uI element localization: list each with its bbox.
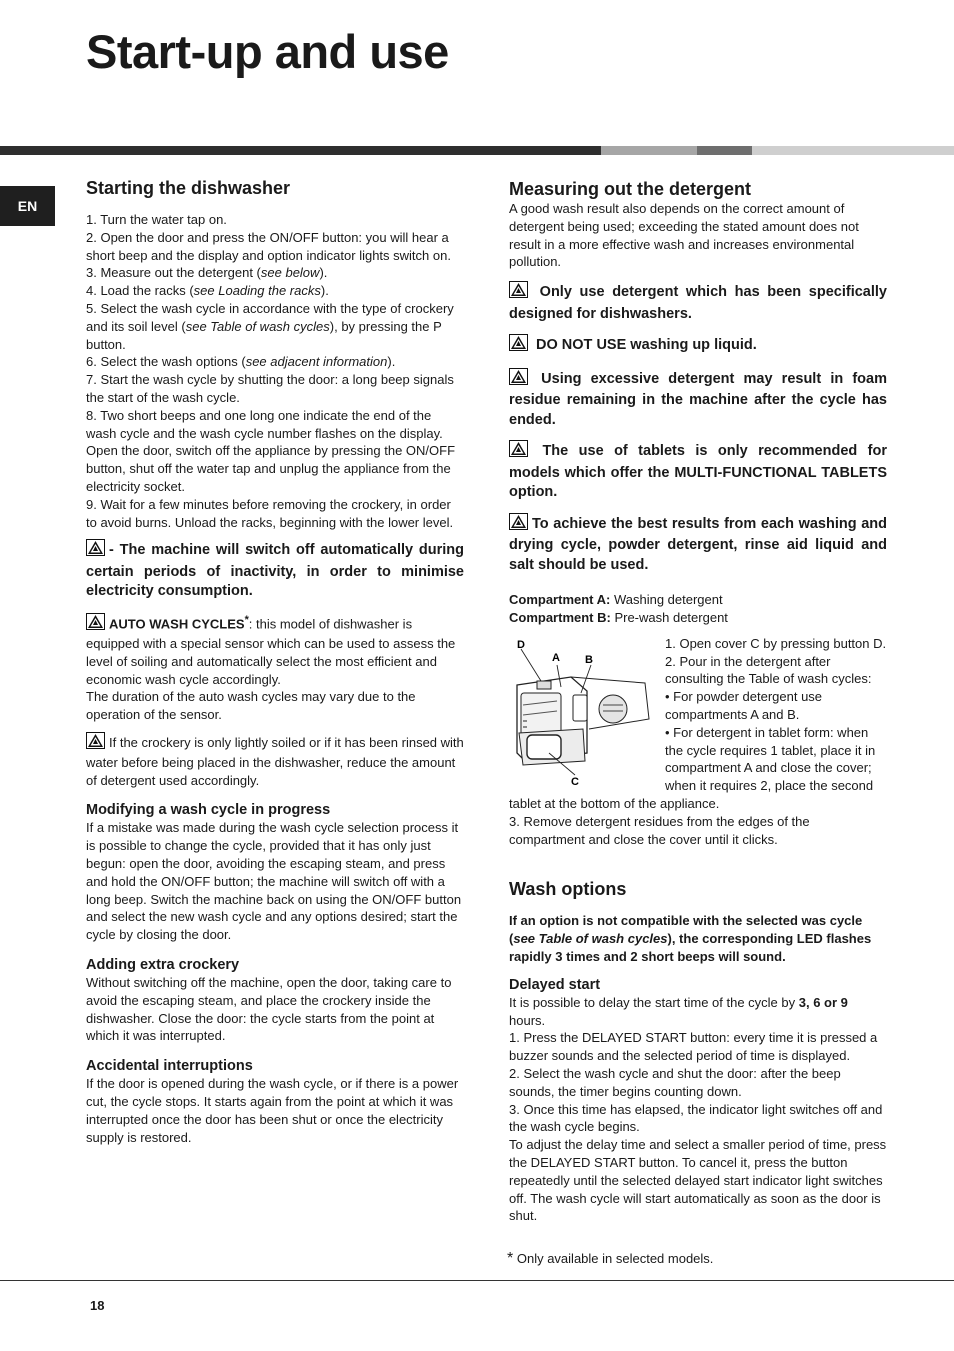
auto-wash-paragraph: AUTO WASH CYCLES*: this model of dishwasher is equipped with a special sensor which can be used to assess the level of soiling and automatically select the most efficient and economic wash cycle accordingly. <box>86 613 456 687</box>
detergent-warning-1: Only use detergent which has been specifically designed for dishwashers. <box>509 281 887 324</box>
warning-icon <box>86 539 105 563</box>
modify-text: If a mistake was made during the wash cycle selection process it is possible to change the cycle, provided that it has only just begun: open the door, avoiding the escaping steam, and press and hold the ON/OFF button; the machine will switch off with a long beep. Switch the machine back on using the ON/OFF button and select the new wash cycle and any options desired; start the cycle by closing the door. <box>86 820 462 943</box>
language-tab: EN <box>0 186 55 226</box>
delayed-step-2: 2. Select the wash cycle and shut the door: after the beep sounds, the timer begins counting down. <box>509 1065 841 1099</box>
page-title: Start-up and use <box>86 25 449 78</box>
step-4: 4. Load the racks (see Loading the racks). <box>86 283 329 299</box>
warning-icon <box>509 513 528 537</box>
extra-crockery-text: Without switching off the machine, open the door, taking care to avoid the escaping steam, and place the crockery inside the dishwasher. Close the door: the cycle starts from the point at which it was interrupted. <box>86 974 452 1044</box>
label-c: C <box>571 775 579 787</box>
header-bar-dark <box>0 146 601 155</box>
right-column <box>509 178 887 1225</box>
diag-step-2: 2. Pour in the detergent after consulting the Table of wash cycles: <box>665 653 872 687</box>
step-5: 5. Select the wash cycle in accordance with the type of crockery and its soil level (see Table of wash cycles), by pressing the P button. <box>86 300 454 352</box>
warning-icon <box>509 281 528 305</box>
header-bar-mid <box>601 146 697 155</box>
warning-icon <box>509 440 528 464</box>
page-number: 18 <box>90 1298 105 1313</box>
detergent-dispenser-diagram <box>509 635 657 787</box>
warning-icon <box>86 732 105 754</box>
starting-steps <box>86 211 464 531</box>
label-a: A <box>552 651 560 664</box>
detergent-warning-2: DO NOT USE washing up liquid. <box>509 334 887 358</box>
accidental-heading: Accidental interruptions <box>86 1058 253 1075</box>
detergent-heading: Measuring out the detergent <box>509 179 752 199</box>
detergent-warning-5: To achieve the best results from each washing and drying cycle, powder detergent, rinse aid liquid and salt should be used. <box>509 513 887 576</box>
diag-step-3: 3. Remove detergent residues from the edges of the compartment and close the cover until it clicks. <box>509 813 810 847</box>
step-3: 3. Measure out the detergent (see below). <box>86 265 328 281</box>
step-7: 7. Start the wash cycle by shutting the door: a long beep signals the start of the wash cycle. <box>86 372 454 405</box>
delayed-step-1: 1. Press the DELAYED START button: every time it is pressed a buzzer sounds and the selected period of time is displayed. <box>509 1030 878 1064</box>
lightly-soiled-paragraph: If the crockery is only lightly soiled or if it has been rinsed with water before being placed in the dishwasher, reduce the amount of detergent used accordingly. <box>86 732 464 789</box>
delayed-intro: It is possible to delay the start time of the cycle by 3, 6 or 9 hours. <box>509 994 848 1028</box>
header-bar-dark2 <box>697 146 752 155</box>
header-bar-light <box>752 146 954 155</box>
step-1: 1. Turn the water tap on. <box>86 212 227 227</box>
warning-icon <box>86 613 105 635</box>
label-d: D <box>517 638 525 651</box>
diag-step-powder: • For powder detergent use compartments A and B. <box>665 689 823 722</box>
auto-off-warning: - The machine will switch off automatically during certain periods of inactivity, in order to minimise electricity consumption. <box>86 539 464 602</box>
delayed-adjust: To adjust the delay time and select a smaller period of time, press the DELAYED START button. To cancel it, press the button repeatedly until the selected delayed start indicator light switches off. The wash cycle will start automatically as soon as the door is shut. <box>509 1137 887 1224</box>
left-column <box>86 177 464 1146</box>
label-b: B <box>585 653 593 666</box>
auto-wash-duration: The duration of the auto wash cycles may vary due to the operation of the sensor. <box>86 689 416 723</box>
footnote: * Only available in selected models. <box>507 1250 714 1267</box>
delayed-step-3: 3. Once this time has elapsed, the indicator light switches off and the wash cycle begins. <box>509 1101 883 1135</box>
step-9: 9. Wait for a few minutes before removing the crockery, in order to avoid burns. Unload the racks, beginning with the lower level. <box>86 496 454 530</box>
step-8: 8. Two short beeps and one long one indicate the end of the wash cycle and the wash cycle number flashes on the display. Open the door, switch off the appliance by pressing the ON/OFF button, shut off the water tap and unplug the appliance from the electricity socket. <box>86 407 456 494</box>
compartment-b: Compartment B: Pre-wash detergent <box>509 609 728 625</box>
wash-options-warning: If an option is not compatible with the selected was cycle (see Table of wash cycles), the corresponding LED flashes rapidly 3 times and 2 short beeps will sound. <box>509 913 872 964</box>
diagram-block <box>509 635 887 849</box>
compartment-a: Compartment A: Washing detergent <box>509 592 723 608</box>
warning-icon <box>509 368 528 392</box>
delayed-start-heading: Delayed start <box>509 976 601 993</box>
step-2: 2. Open the door and press the ON/OFF button: you will hear a short beep and the display and option indicator lights switch on. <box>86 229 451 263</box>
footer-divider <box>0 1280 954 1281</box>
warning-icon <box>509 334 528 358</box>
detergent-intro: A good wash result also depends on the correct amount of detergent being used; exceeding the stated amount does not result in a more effective wash and increases environmental pollution. <box>509 201 859 270</box>
detergent-warning-4: The use of tablets is only recommended for models which offer the MULTI-FUNCTIONAL TABLETS option. <box>509 440 887 503</box>
wash-options-heading: Wash options <box>509 879 627 900</box>
extra-crockery-heading: Adding extra crockery <box>86 956 240 973</box>
detergent-warning-3: Using excessive detergent may result in foam residue remaining in the machine after the cycle has ended. <box>509 368 887 431</box>
step-6: 6. Select the wash options (see adjacent information). <box>86 354 396 370</box>
modify-heading: Modifying a wash cycle in progress <box>86 802 331 819</box>
diag-step-1: 1. Open cover C by pressing button D. <box>665 635 887 651</box>
accidental-text: If the door is opened during the wash cycle, or if there is a power cut, the cycle stops. It starts again from the point at which it was interrupted once the door has been shut or once the electricity supply is restored. <box>86 1076 459 1145</box>
starting-heading: Starting the dishwasher <box>86 178 291 198</box>
diag-step-tablet: • For detergent in tablet form: when the cycle requires 1 tablet, place it in compartment A and close the cover; when it requires 2, place the second tablet at the bottom of the appliance. <box>509 724 876 811</box>
